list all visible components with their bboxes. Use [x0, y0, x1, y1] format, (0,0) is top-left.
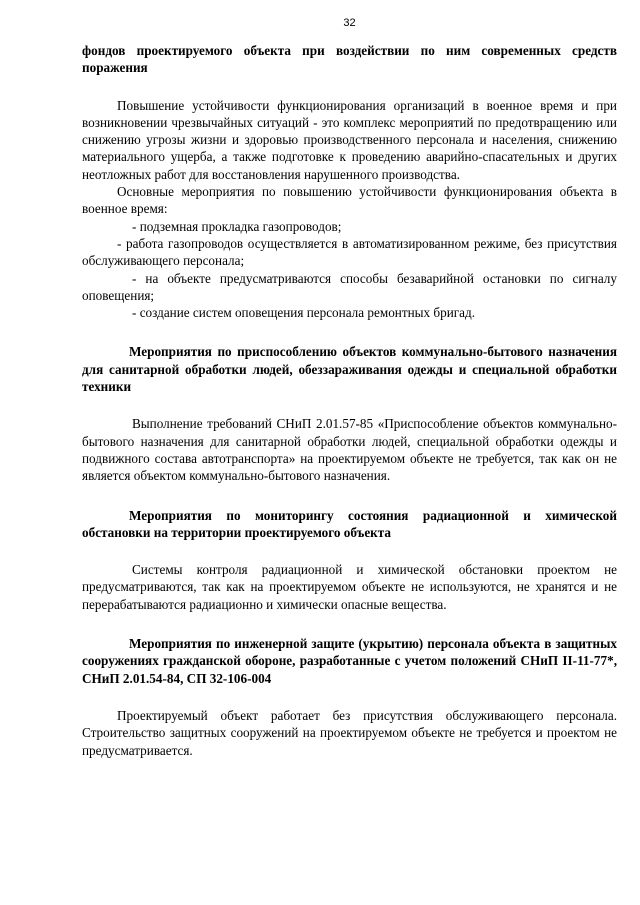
body-paragraph: Системы контроля радиационной и химической обстановки проектом не предусматриваются, так как на проектируемом объекте не используются, не хранятся и не перерабатываются радиационно и химически опасные вещества. — [82, 562, 617, 612]
section-radiation-monitoring — [82, 507, 617, 613]
body-paragraph: Основные мероприятия по повышению устойчивости функционирования объекта в военное время: — [82, 184, 617, 217]
section-heading: фондов проектируемого объекта при воздействии по ним современных средств поражения — [82, 43, 617, 76]
document-page — [82, 16, 617, 759]
list-item: - на объекте предусматриваются способы безаварийной остановки по сигналу оповещения; — [82, 270, 617, 303]
list-item: - подземная прокладка газопроводов; — [132, 218, 342, 234]
list-item: - создание систем оповещения персонала ремонтных бригад. — [132, 305, 476, 321]
body-paragraph: Проектируемый объект работает без присутствия обслуживающего персонала. Строительство защитных сооружений на проектируемом объекте не требуется и проектом не предусматривается. — [82, 707, 617, 758]
body-paragraph: Повышение устойчивости функционирования организаций в военное время и при возникновении чрезвычайных ситуаций - это комплекс мероприятий по предотвращению или снижению угрозы жизни и здоровью производственного персонала и населения, снижению материального ущерба, а также подготовке к проведению аварийно-спасательных и других неотложных работ для восстановления нарушенного производства. — [82, 97, 617, 182]
section-sanitary-treatment — [82, 343, 617, 484]
section-heading: Мероприятия по инженерной защите (укрытию) персонала объекта в защитных сооружениях гражданской обороне, разработанные с учетом положений СНиП II-11-77*, СНиП 2.01.54-84, СП 32-106-004 — [82, 636, 617, 686]
measures-list — [82, 218, 617, 322]
section-heading: Мероприятия по приспособлению объектов коммунально-бытового назначения для санитарной обработки людей, обеззараживания одежды и специальной обработки техники — [82, 344, 617, 395]
body-paragraph: Выполнение требований СНиП 2.01.57-85 «Приспособление объектов коммунально-бытового назначения для санитарной обработки людей, специальной обработки одежды и подвижного состава автотранспорта» на проектируемом объекте не требуется, так как он не является объектом коммунально-бытового назначения. — [82, 416, 617, 484]
page-number: 32 — [343, 17, 356, 29]
section-engineering-protection — [82, 635, 617, 759]
list-item: - работа газопроводов осуществляется в автоматизированном режиме, без присутствия обслуживающего персонала; — [82, 235, 617, 269]
section-heading: Мероприятия по мониторингу состояния радиационной и химической обстановки на территории проектируемого объекта — [82, 507, 617, 540]
section-stability — [82, 42, 617, 321]
